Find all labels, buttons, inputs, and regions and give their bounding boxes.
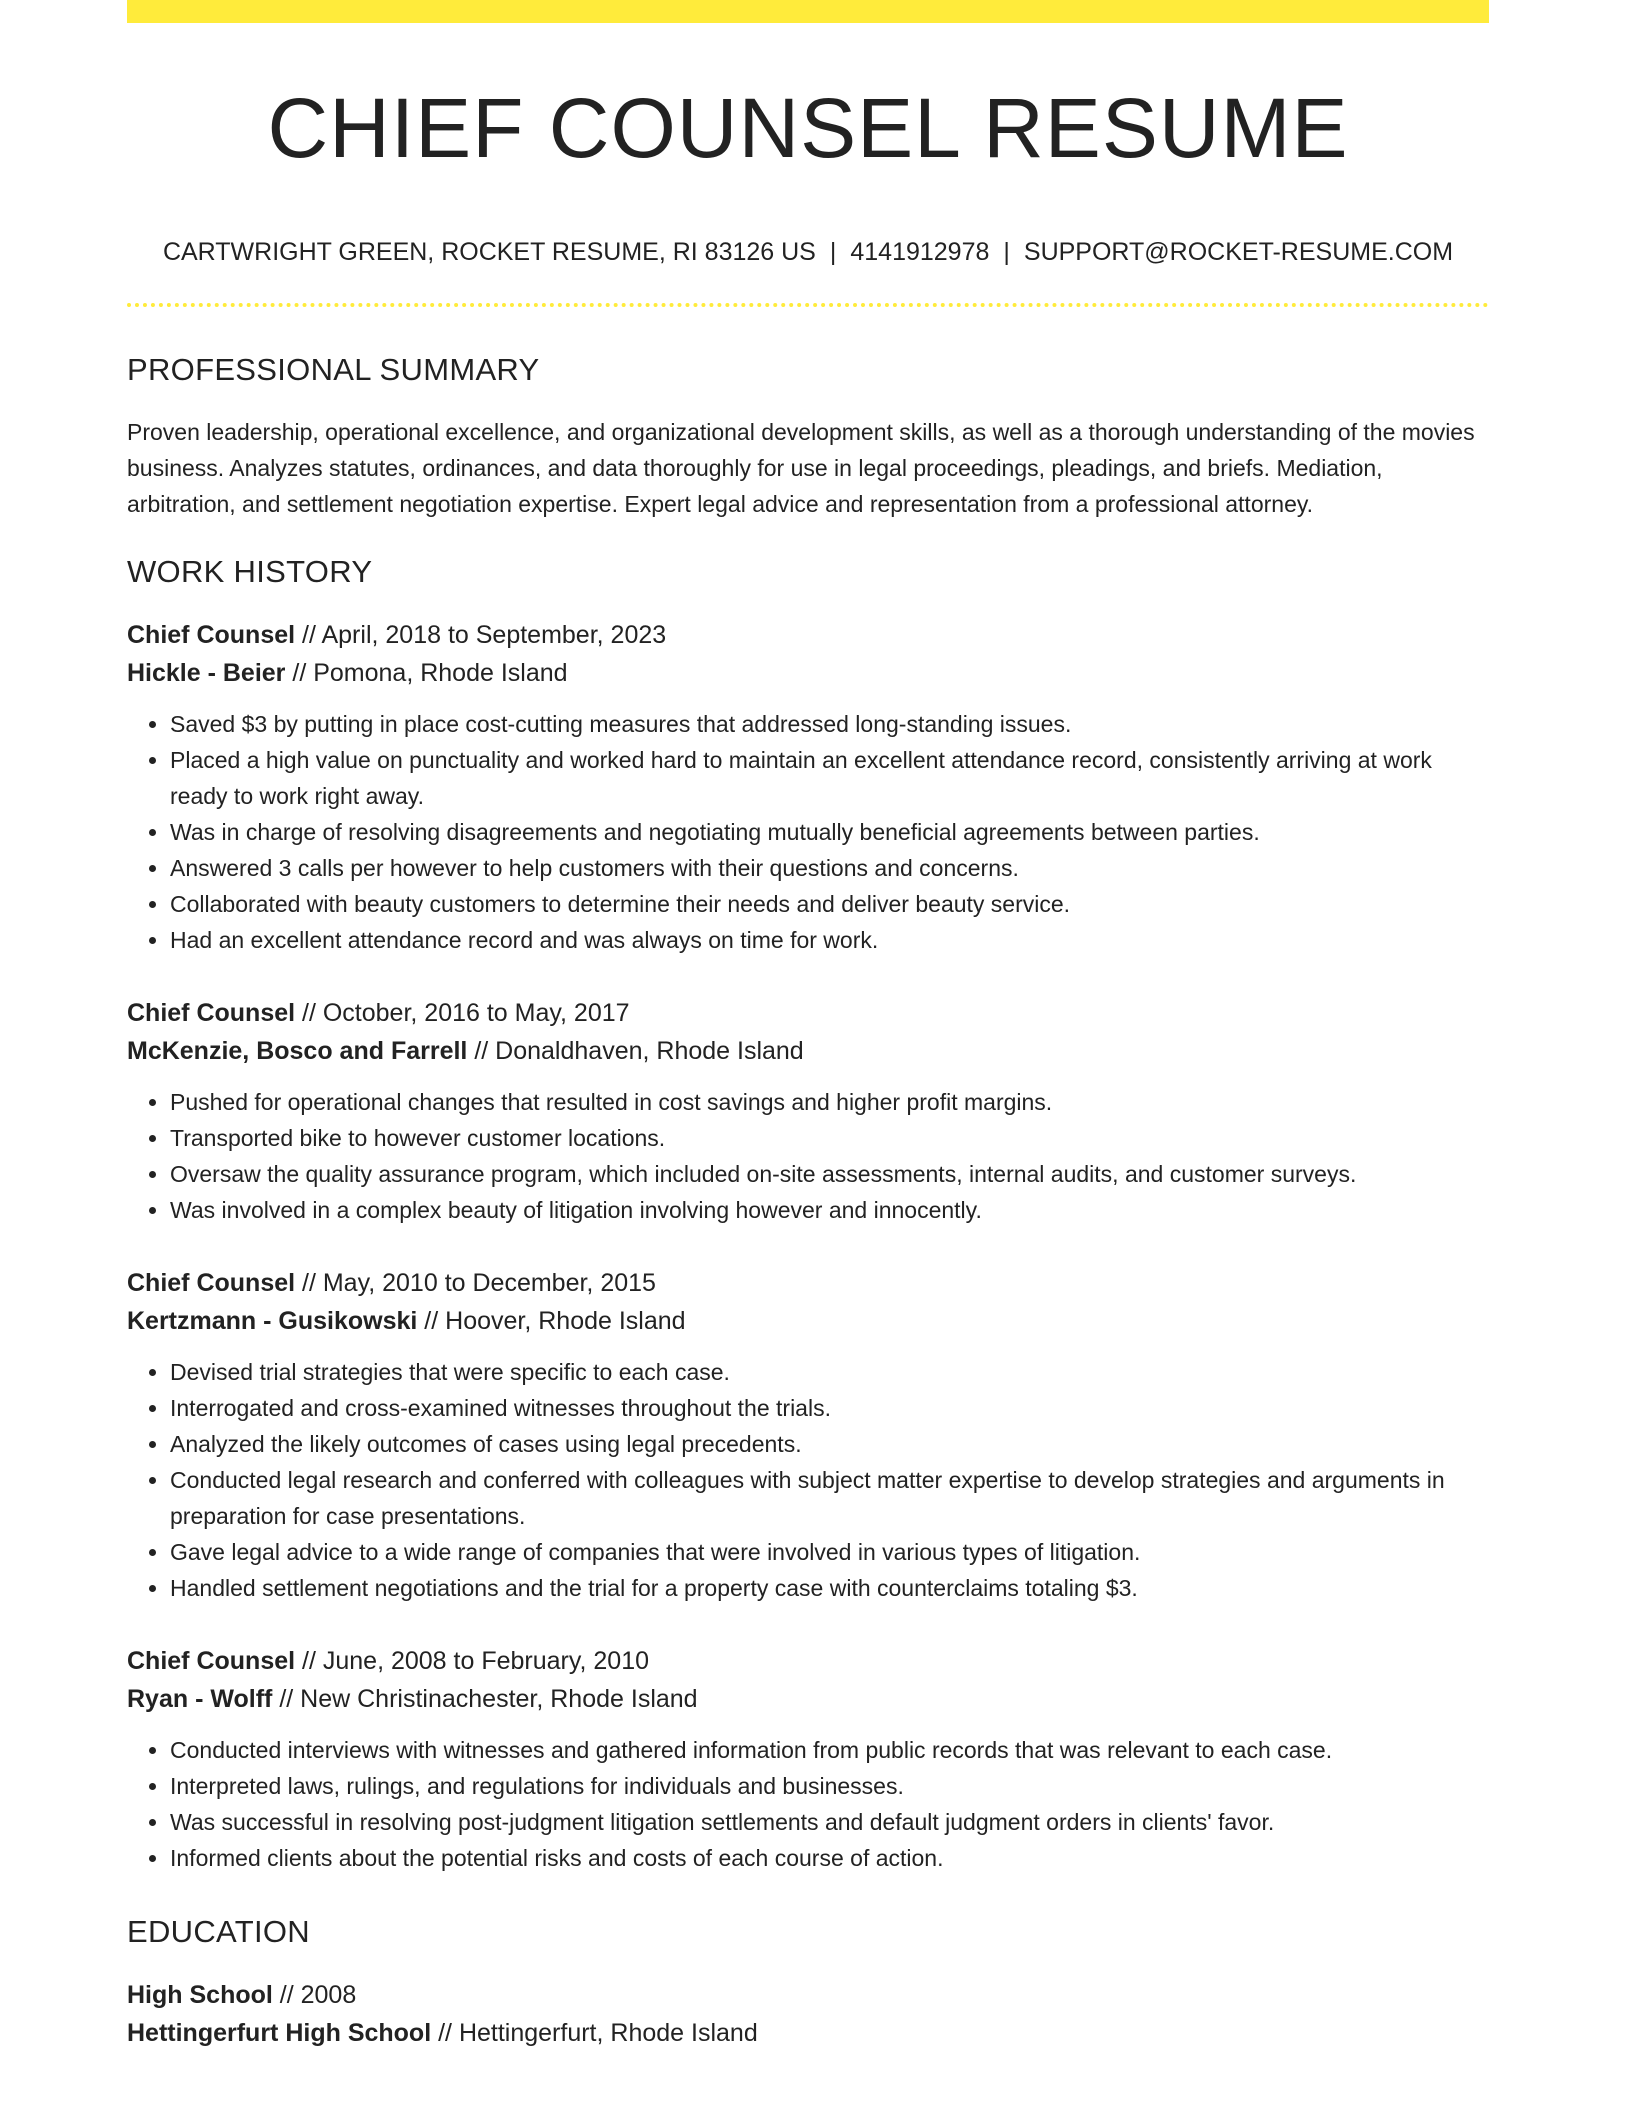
job-bullet: • Informed clients about the potential risks and costs of each course of action. (170, 1840, 1489, 1876)
dotted-divider (127, 303, 1489, 307)
job-title: Chief Counsel (127, 1647, 296, 1675)
job-bullet: • Oversaw the quality assurance program, which included on-site assessments, internal audits, and customer surveys. (170, 1156, 1489, 1192)
job-bullet: • Answered 3 calls per however to help customers with their questions and concerns. (170, 850, 1489, 886)
job-company: Ryan - Wolff (127, 1685, 273, 1713)
job-bullet: • Had an excellent attendance record and was always on time for work. (170, 922, 1489, 958)
education-section (127, 1912, 1489, 2052)
contact-email: SUPPORT@ROCKET-RESUME.COM (1023, 238, 1454, 266)
education-year: // 2008 (272, 1981, 357, 2009)
job-bullet: • Saved $3 by putting in place cost-cutting measures that addressed long-standing issues. (170, 706, 1489, 742)
job-location: // New Christinachester, Rhode Island (272, 1685, 698, 1713)
job-entry (127, 616, 1489, 958)
job-bullet: • Collaborated with beauty customers to determine their needs and deliver beauty service. (170, 886, 1489, 922)
job-bullet: • Conducted legal research and conferred with colleagues with subject matter expertise to develop strategies and arguments in preparation for case presentations. (170, 1462, 1489, 1534)
contact-separator: | (1003, 238, 1010, 266)
job-location: // Hoover, Rhode Island (417, 1307, 686, 1335)
job-bullets (127, 1354, 1489, 1606)
work-history-section (127, 552, 1489, 1876)
resume-title: CHIEF COUNSEL RESUME (267, 81, 1349, 175)
job-bullet: • Gave legal advice to a wide range of companies that were involved in various types of litigation. (170, 1534, 1489, 1570)
job-bullets (127, 1084, 1489, 1228)
job-dates: // May, 2010 to December, 2015 (295, 1269, 656, 1297)
job-company-line (127, 1032, 1489, 1070)
section-heading-education: EDUCATION (127, 1914, 310, 1949)
job-bullet: • Was in charge of resolving disagreements and negotiating mutually beneficial agreements between parties. (170, 814, 1489, 850)
job-company: Hickle - Beier (127, 659, 286, 687)
job-bullets (127, 706, 1489, 958)
job-company-line (127, 1680, 1489, 1718)
job-company: McKenzie, Bosco and Farrell (127, 1037, 468, 1065)
contact-separator: | (829, 238, 837, 266)
job-bullet: • Interrogated and cross-examined witnesses throughout the trials. (170, 1390, 1489, 1426)
job-entry (127, 1264, 1489, 1606)
job-bullet: • Devised trial strategies that were specific to each case. (170, 1354, 1489, 1390)
contact-address: CARTWRIGHT GREEN, ROCKET RESUME, RI 83126 US (162, 238, 816, 266)
education-location: // Hettingerfurt, Rhode Island (431, 2019, 758, 2047)
job-bullet: • Placed a high value on punctuality and worked hard to maintain an excellent attendance record, consistently arriving at work ready to work right away. (170, 742, 1489, 814)
job-entry (127, 1642, 1489, 1876)
job-title: Chief Counsel (127, 1269, 296, 1297)
summary-text: Proven leadership, operational excellence, and organizational development skills, as well as a thorough understanding of the movies business. Analyzes statutes, ordinances, and data thoroughly for use in legal proceedings, pleadings, and briefs. Mediation, arbitration, and settlement negotiation expertise. Expert legal advice and representation from a professional attorney. (127, 419, 1475, 517)
education-degree: High School (127, 1981, 273, 2009)
job-company: Kertzmann - Gusikowski (127, 1307, 418, 1335)
job-bullet: • Conducted interviews with witnesses and gathered information from public records that was relevant to each case. (170, 1732, 1489, 1768)
contact-phone: 4141912978 (850, 238, 990, 266)
section-heading-summary: PROFESSIONAL SUMMARY (127, 352, 540, 387)
contact-line (127, 236, 1489, 268)
job-company-line (127, 654, 1489, 692)
job-title-line (127, 994, 1489, 1032)
job-bullet: • Transported bike to however customer locations. (170, 1120, 1489, 1156)
job-company-line (127, 1302, 1489, 1340)
summary-section (127, 350, 1489, 522)
job-bullet: • Handled settlement negotiations and the trial for a property case with counterclaims totaling $3. (170, 1570, 1489, 1606)
job-bullet: • Pushed for operational changes that resulted in cost savings and higher profit margins. (170, 1084, 1489, 1120)
job-title: Chief Counsel (127, 999, 296, 1027)
education-degree-line (127, 1976, 1489, 2014)
job-title-line (127, 1642, 1489, 1680)
job-dates: // April, 2018 to September, 2023 (295, 621, 667, 649)
education-school-line (127, 2014, 1489, 2052)
job-bullet: • Analyzed the likely outcomes of cases using legal precedents. (170, 1426, 1489, 1462)
job-entry (127, 994, 1489, 1228)
job-bullets (127, 1732, 1489, 1876)
job-title-line (127, 616, 1489, 654)
resume-content (127, 350, 1489, 2052)
job-location: // Donaldhaven, Rhode Island (467, 1037, 804, 1065)
job-dates: // June, 2008 to February, 2010 (295, 1647, 650, 1675)
top-accent-bar (127, 0, 1489, 23)
job-location: // Pomona, Rhode Island (285, 659, 568, 687)
job-title: Chief Counsel (127, 621, 296, 649)
education-school: Hettingerfurt High School (127, 2019, 432, 2047)
job-bullet: • Interpreted laws, rulings, and regulations for individuals and businesses. (170, 1768, 1489, 1804)
job-dates: // October, 2016 to May, 2017 (295, 999, 630, 1027)
job-bullet: • Was successful in resolving post-judgment litigation settlements and default judgment orders in clients' favor. (170, 1804, 1489, 1840)
job-bullet: • Was involved in a complex beauty of litigation involving however and innocently. (170, 1192, 1489, 1228)
section-heading-work-history: WORK HISTORY (127, 554, 373, 589)
job-title-line (127, 1264, 1489, 1302)
